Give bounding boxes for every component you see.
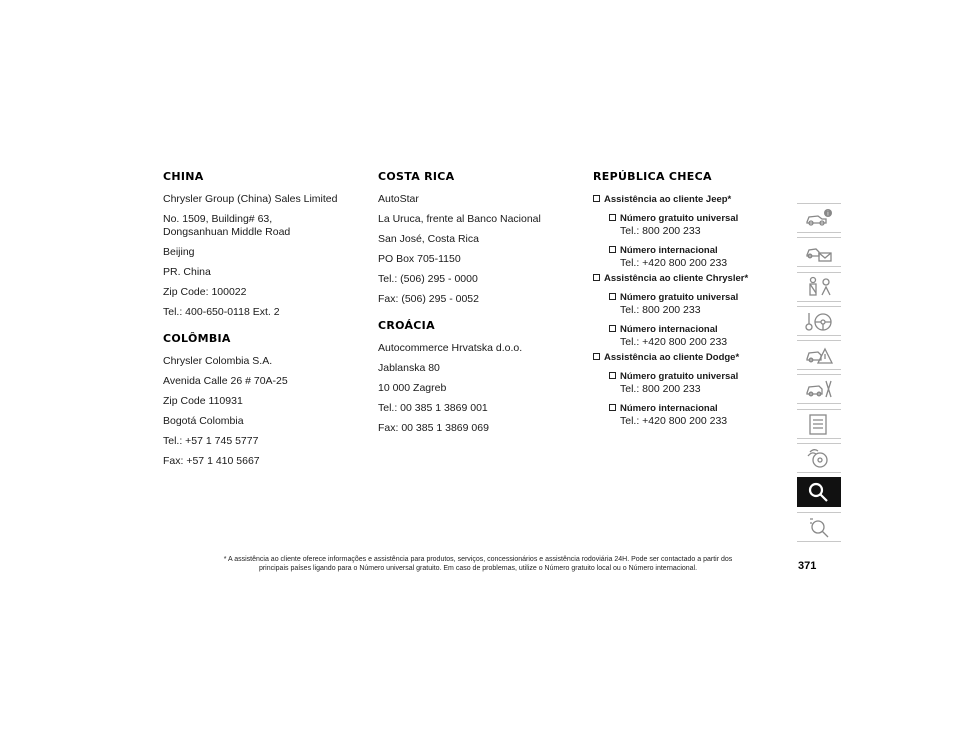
china-line: Dongsanhuan Middle Road bbox=[163, 226, 291, 238]
column-left bbox=[163, 170, 363, 475]
china-line: PR. China bbox=[163, 266, 211, 278]
china-line: No. 1509, Building# 63, bbox=[163, 213, 273, 225]
tab-car-info[interactable] bbox=[797, 203, 841, 233]
search-icon bbox=[804, 480, 834, 504]
footnote-line: * A assistência ao cliente oferece informações e assistência para produtos, serviços, concessionários e assistência rodoviária 24H. Pode ser contactado a partir dos bbox=[223, 556, 733, 563]
colombia-line: Chrysler Colombia S.A. bbox=[163, 355, 273, 367]
column-right bbox=[593, 170, 783, 434]
checkbox-square-icon bbox=[593, 353, 600, 360]
china-line: Chrysler Group (China) Sales Limited bbox=[163, 193, 338, 205]
czech-item: Número gratuito universal Tel.: 800 200 233 bbox=[609, 291, 783, 317]
car-info-icon bbox=[804, 206, 834, 230]
czech-item: Número internacional Tel.: +420 800 200 233 bbox=[609, 402, 783, 428]
czech-group-title: Assistência ao cliente Jeep* bbox=[593, 193, 783, 206]
checkbox-square-icon bbox=[609, 293, 616, 300]
tab-seatbelt[interactable] bbox=[797, 272, 841, 302]
costa-rica-line: La Uruca, frente al Banco Nacional bbox=[378, 213, 541, 225]
heading-croatia: CROÁCIA bbox=[378, 319, 435, 332]
car-service-icon bbox=[804, 377, 834, 401]
heading-costa-rica: COSTA RICA bbox=[378, 170, 455, 183]
china-line: Beijing bbox=[163, 246, 195, 258]
croatia-line: Fax: 00 385 1 3869 069 bbox=[378, 422, 489, 434]
checkbox-square-icon bbox=[609, 372, 616, 379]
heading-czech: REPÚBLICA CHECA bbox=[593, 170, 712, 183]
czech-item: Número internacional Tel.: +420 800 200 233 bbox=[609, 323, 783, 349]
croatia-line: Autocommerce Hrvatska d.o.o. bbox=[378, 342, 523, 354]
china-line: Tel.: 400-650-0118 Ext. 2 bbox=[163, 306, 280, 318]
checkbox-square-icon bbox=[593, 195, 600, 202]
checkbox-square-icon bbox=[609, 214, 616, 221]
colombia-line: Bogotá Colombia bbox=[163, 415, 244, 427]
tab-multimedia[interactable] bbox=[797, 443, 841, 473]
phone-value: Tel.: 800 200 233 bbox=[620, 304, 701, 316]
checkbox-square-icon bbox=[609, 404, 616, 411]
svg-text:i: i bbox=[827, 210, 829, 218]
multimedia-icon bbox=[804, 446, 834, 470]
tab-car-service[interactable] bbox=[797, 374, 841, 404]
footnote bbox=[168, 556, 788, 573]
tab-car-mail[interactable] bbox=[797, 237, 841, 267]
checkbox-square-icon bbox=[609, 246, 616, 253]
phone-value: Tel.: +420 800 200 233 bbox=[620, 257, 728, 269]
czech-item: Número gratuito universal Tel.: 800 200 233 bbox=[609, 212, 783, 238]
seatbelt-icon bbox=[804, 275, 834, 299]
phone-value: Tel.: 800 200 233 bbox=[620, 225, 701, 237]
croatia-line: Tel.: 00 385 1 3869 001 bbox=[378, 402, 488, 414]
tab-steering-wheel[interactable] bbox=[797, 306, 841, 336]
heading-china: CHINA bbox=[163, 170, 204, 183]
car-warning-icon bbox=[804, 343, 834, 367]
tab-car-warning[interactable] bbox=[797, 340, 841, 370]
colombia-line: Avenida Calle 26 # 70A-25 bbox=[163, 375, 288, 387]
colombia-line: Tel.: +57 1 745 5777 bbox=[163, 435, 259, 447]
china-line: Zip Code: 100022 bbox=[163, 286, 247, 298]
costa-rica-line: PO Box 705-1150 bbox=[378, 253, 461, 265]
czech-item: Número internacional Tel.: +420 800 200 233 bbox=[609, 244, 783, 270]
tab-specs-list[interactable] bbox=[797, 409, 841, 439]
tab-search[interactable] bbox=[797, 477, 841, 507]
czech-item: Número gratuito universal Tel.: 800 200 233 bbox=[609, 370, 783, 396]
chapter-tabs bbox=[797, 203, 841, 546]
car-mail-icon bbox=[804, 240, 834, 264]
specs-list-icon bbox=[804, 412, 834, 436]
costa-rica-line: Tel.: (506) 295 - 0000 bbox=[378, 273, 478, 285]
colombia-line: Zip Code 110931 bbox=[163, 395, 243, 407]
page-number: 371 bbox=[798, 560, 817, 572]
phone-value: Tel.: 800 200 233 bbox=[620, 383, 701, 395]
czech-group-title: Assistência ao cliente Chrysler* bbox=[593, 272, 783, 285]
colombia-line: Fax: +57 1 410 5667 bbox=[163, 455, 260, 467]
phone-value: Tel.: +420 800 200 233 bbox=[620, 336, 728, 348]
steering-wheel-icon bbox=[804, 309, 834, 333]
croatia-line: Jablanska 80 bbox=[378, 362, 440, 374]
heading-colombia: COLÔMBIA bbox=[163, 332, 231, 345]
checkbox-square-icon bbox=[609, 325, 616, 332]
footnote-line: principais países ligando para o Número universal gratuito. Em caso de problemas, utilize o Número gratuito local ou o Número internacional. bbox=[258, 564, 698, 572]
czech-group-title: Assistência ao cliente Dodge* bbox=[593, 351, 783, 364]
checkbox-square-icon bbox=[593, 274, 600, 281]
costa-rica-line: AutoStar bbox=[378, 193, 419, 205]
tab-index[interactable] bbox=[797, 512, 841, 542]
index-icon bbox=[804, 515, 834, 539]
china-address bbox=[163, 213, 363, 239]
costa-rica-line: Fax: (506) 295 - 0052 bbox=[378, 293, 479, 305]
column-middle bbox=[378, 170, 578, 442]
costa-rica-line: San José, Costa Rica bbox=[378, 233, 479, 245]
phone-value: Tel.: +420 800 200 233 bbox=[620, 415, 728, 427]
croatia-line: 10 000 Zagreb bbox=[378, 382, 447, 394]
